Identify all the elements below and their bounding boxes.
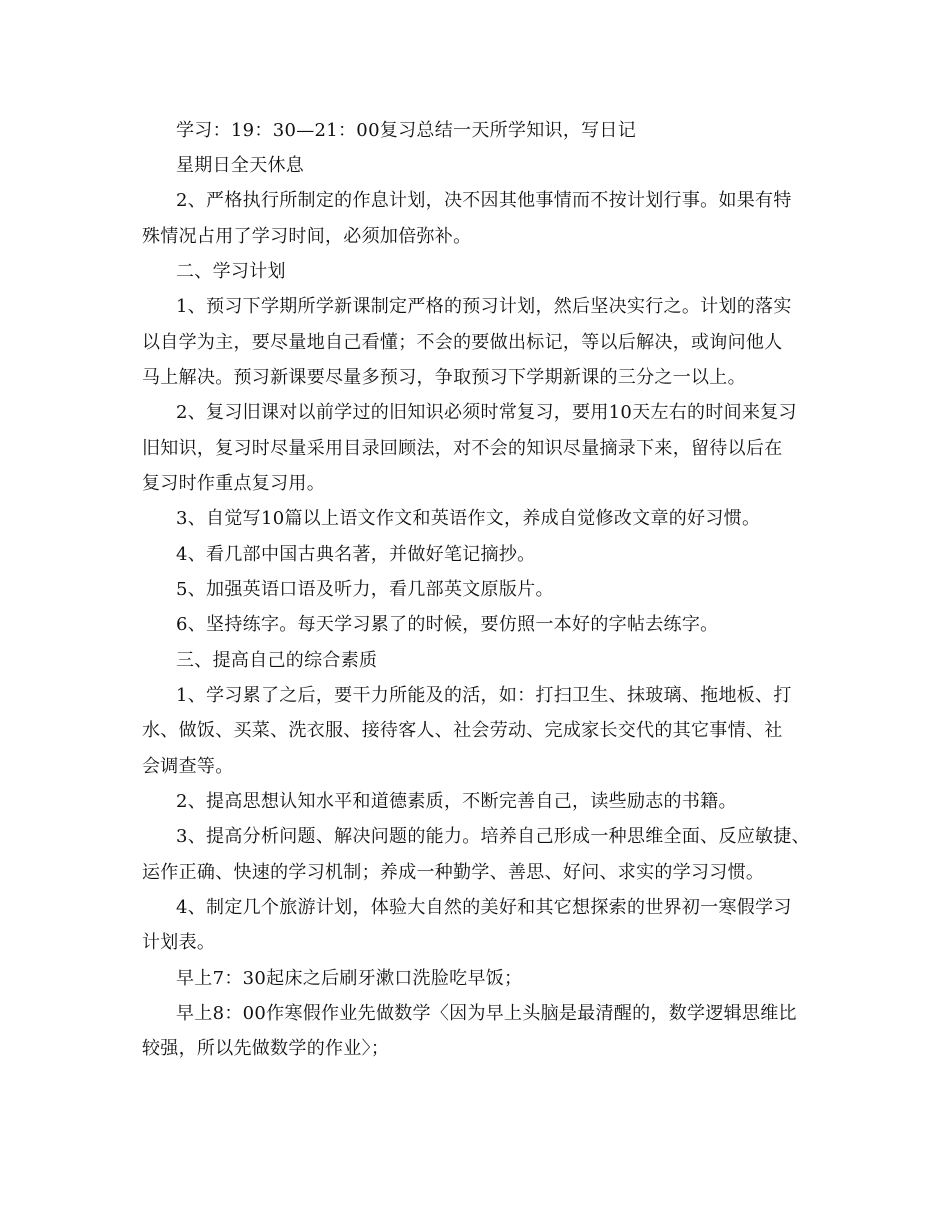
- paragraph-line: 以自学为主，要尽量地自己看懂；不会的要做出标记，等以后解决，或询问他人: [142, 332, 783, 353]
- paragraph-line: 6、坚持练字。每天学习累了的时候，要仿照一本好的字帖去练字。: [176, 614, 719, 635]
- section-heading: 三、提高自己的综合素质: [176, 650, 378, 671]
- paragraph-line: 3、自觉写10篇以上语文作文和英语作文，养成自觉修改文章的好习惯。: [176, 508, 761, 529]
- paragraph-line: 早上8：00作寒假作业先做数学〈因为早上头脑是最清醒的，数学逻辑思维比: [176, 1003, 797, 1024]
- paragraph-line: 复习时作重点复习用。: [142, 473, 325, 494]
- paragraph-line: 1、预习下学期所学新课制定严格的预习计划，然后坚决实行之。计划的落实: [176, 296, 792, 317]
- paragraph-line: 星期日全天休息: [176, 155, 305, 176]
- paragraph-line: 学习：19：30—21：00复习总结一天所学知识，写日记: [176, 120, 637, 141]
- paragraph-line: 运作正确、快速的学习机制；养成一种勤学、善思、好问、求实的学习习惯。: [142, 862, 765, 883]
- paragraph-line: 殊情况占用了学习时间，必须加倍弥补。: [142, 226, 472, 247]
- paragraph-line: 较强，所以先做数学的作业〉；: [142, 1038, 390, 1059]
- paragraph-line: 4、看几部中国古典名著，并做好笔记摘抄。: [176, 544, 536, 565]
- paragraph-line: 2、严格执行所制定的作息计划，决不因其他事情而不按计划行事。如果有特: [176, 190, 792, 211]
- paragraph-line: 2、提高思想认知水平和道德素质，不断完善自己，读些励志的书籍。: [176, 791, 737, 812]
- paragraph-line: 旧知识，复习时尽量采用目录回顾法，对不会的知识尽量摘录下来，留待以后在: [142, 438, 783, 459]
- paragraph-line: 5、加强英语口语及听力，看几部英文原版片。: [176, 579, 554, 600]
- section-heading: 二、学习计划: [176, 261, 286, 282]
- paragraph-line: 马上解决。预习新课要尽量多预习，争取预习下学期新课的三分之一以上。: [142, 367, 746, 388]
- paragraph-line: 2、复习旧课对以前学过的旧知识必须时常复习，要用10天左右的时间来复习: [176, 402, 797, 423]
- paragraph-line: 3、提高分析问题、解决问题的能力。培养自己形成一种思维全面、反应敏捷、: [176, 826, 810, 847]
- paragraph-line: 4、制定几个旅游计划，体验大自然的美好和其它想探索的世界初一寒假学习: [176, 897, 792, 918]
- paragraph-line: 1、学习累了之后，要干力所能及的活，如：打扫卫生、抹玻璃、拖地板、打: [176, 685, 792, 706]
- paragraph-line: 早上7：30起床之后刷牙漱口洗脸吃早饭；: [176, 968, 523, 989]
- paragraph-line: 水、做饭、买菜、洗衣服、接待客人、社会劳动、完成家长交代的其它事情、社: [142, 720, 783, 741]
- paragraph-line: 计划表。: [142, 932, 216, 953]
- paragraph-line: 会调查等。: [142, 756, 234, 777]
